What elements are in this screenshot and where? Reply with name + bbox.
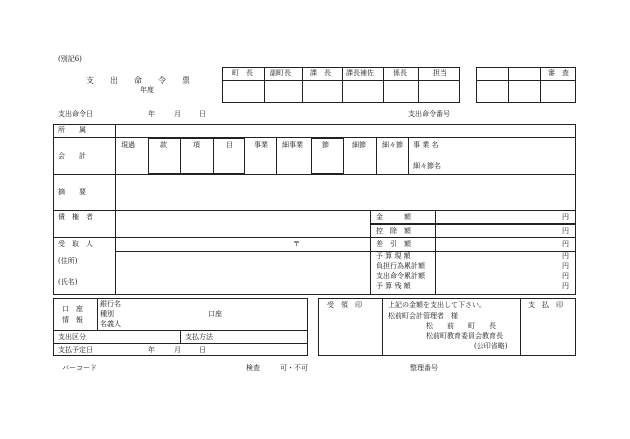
deduction-unit: 円 xyxy=(562,227,569,235)
form-title: 支 出 命 令 票 xyxy=(86,76,194,85)
approval-header-deputy-mayor: 副町長 xyxy=(270,69,291,77)
approval-header-assistant-chief: 課長補佐 xyxy=(346,69,374,77)
summary-label: 摘 要 xyxy=(58,188,86,196)
net-amount-label: 差 引 額 xyxy=(376,240,411,248)
net-amount-unit: 円 xyxy=(562,240,569,248)
column-sub-project: 細事業 xyxy=(282,141,303,149)
scheduled-date-day: 日 xyxy=(199,346,206,354)
inspection-result: 可・不可 xyxy=(280,364,308,372)
inspection-label: 検査 xyxy=(246,364,260,372)
project-name-label: 事 業 名 xyxy=(413,141,439,149)
order-date-year: 年 xyxy=(148,110,155,118)
creditor-label: 債 権 者 xyxy=(58,213,93,221)
column-moku: 目 xyxy=(226,141,233,149)
approval-header-staff: 担当 xyxy=(433,69,447,77)
instruction-statement: 上記の金額を支出して下さい。 xyxy=(388,301,486,309)
audit-header: 審 査 xyxy=(548,69,569,77)
barcode-label: バーコード xyxy=(62,364,97,372)
order-total-unit: 円 xyxy=(562,272,569,280)
current-budget-label: 予 算 現 額 xyxy=(376,252,411,260)
column-sub-setsu: 細節 xyxy=(352,141,366,149)
payee-label: 受 取 人 xyxy=(58,240,93,248)
payment-category-label: 支出区分 xyxy=(58,333,86,341)
accounting-manager: 松前町会計管理者 様 xyxy=(388,312,458,320)
approval-header-mayor: 町 長 xyxy=(232,69,253,77)
scheduled-date-year: 年 xyxy=(148,346,155,354)
amount-label: 金 額 xyxy=(376,213,411,221)
approval-header-section-chief: 課 長 xyxy=(310,69,331,77)
account-type-label: 種別 xyxy=(100,310,114,318)
order-total-label: 支出命令累計額 xyxy=(376,272,425,280)
account-number-label: 口座 xyxy=(208,310,222,318)
reference-number-label: 整理番号 xyxy=(410,364,438,372)
commitment-total-unit: 円 xyxy=(562,262,569,270)
approval-header-unit-chief: 係長 xyxy=(393,69,407,77)
payment-stamp-label: 支 払 印 xyxy=(528,301,563,309)
approval-grid xyxy=(222,67,460,103)
scheduled-date-month: 月 xyxy=(174,346,181,354)
bank-name-label: 銀行名 xyxy=(100,300,121,308)
amount-unit: 円 xyxy=(562,213,569,221)
account-holder-label: 名義人 xyxy=(100,320,121,328)
order-date-label: 支出命令日 xyxy=(58,110,93,118)
order-date-day: 日 xyxy=(199,110,206,118)
form-id: (別記6) xyxy=(58,55,82,63)
account-info-label-line1: 口 座 xyxy=(62,305,83,313)
sub-project-name-label: 細々節名 xyxy=(413,162,441,170)
postal-mark: 〒 xyxy=(293,240,300,248)
receipt-stamp-label: 受 領 印 xyxy=(327,301,362,309)
column-kan: 款 xyxy=(160,141,167,149)
seal-omitted-note: (公印省略) xyxy=(474,342,508,350)
dept-label: 所 属 xyxy=(58,126,86,134)
education-board-title: 松前町教育委員会教育長 xyxy=(426,332,503,340)
deduction-label: 控 除 額 xyxy=(376,227,411,235)
column-setsu: 節 xyxy=(322,141,329,149)
column-sub-sub-setsu: 細々節 xyxy=(382,141,403,149)
commitment-total-label: 負担行為累計額 xyxy=(376,262,425,270)
address-label: (住所) xyxy=(58,257,78,265)
order-number-label: 支出命令番号 xyxy=(408,110,450,118)
budget-remaining-label: 予 算 残 額 xyxy=(376,282,411,290)
order-date-month: 月 xyxy=(174,110,181,118)
column-kou: 項 xyxy=(193,141,200,149)
budget-remaining-unit: 円 xyxy=(562,282,569,290)
mayor-title: 松 前 町 長 xyxy=(426,322,496,330)
scheduled-date-label: 支払予定日 xyxy=(58,346,93,354)
column-project: 事業 xyxy=(254,141,268,149)
account-label: 会 計 xyxy=(58,152,86,160)
account-info-label-line2: 情 報 xyxy=(62,316,83,324)
payment-method-label: 支払方法 xyxy=(185,333,213,341)
current-budget-unit: 円 xyxy=(562,252,569,260)
name-label: (氏名) xyxy=(58,278,78,286)
fiscal-year-label: 年度 xyxy=(140,86,154,94)
approval-grid-divider xyxy=(222,80,460,81)
column-current-past: 現過 xyxy=(121,141,135,149)
